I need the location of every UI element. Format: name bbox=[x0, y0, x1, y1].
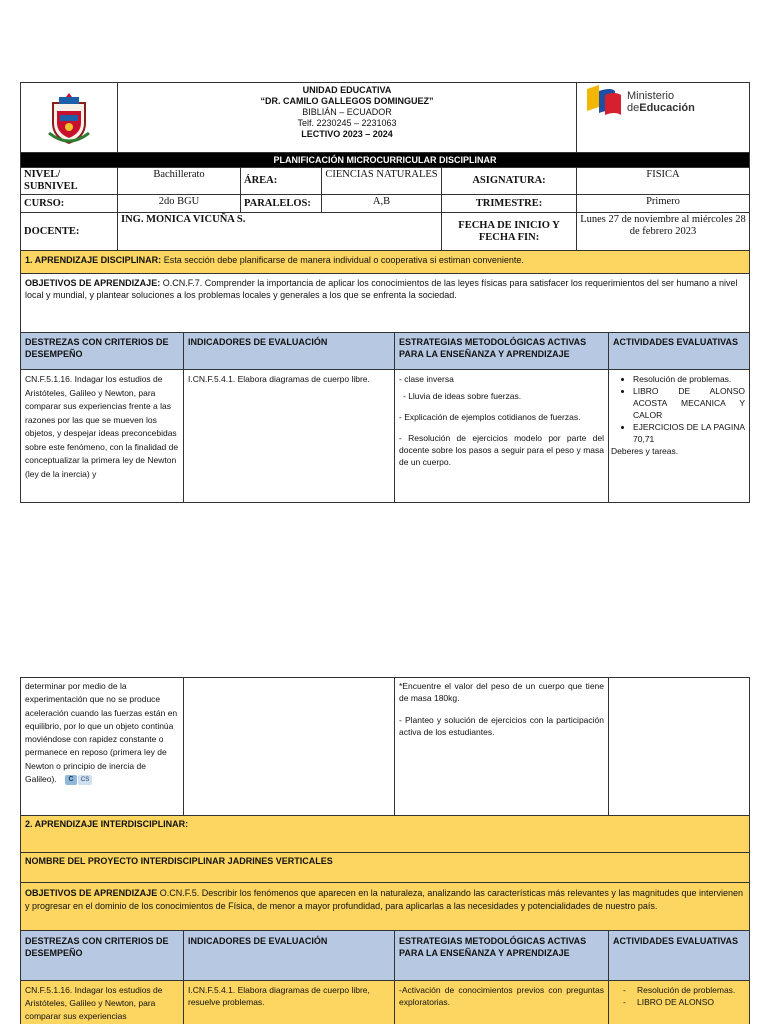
section1-heading: 1. APRENDIZAJE DISCIPLINAR: bbox=[25, 255, 162, 265]
section2-objectives-label: OBJETIVOS DE APRENDIZAJE bbox=[25, 888, 158, 898]
row1-indicador: I.CN.F.5.4.1. Elabora diagramas de cuerpo libre. bbox=[184, 370, 395, 503]
header-table bbox=[20, 82, 750, 251]
row1-estrategia-3: - Explicación de ejemplos cotidianos de fuerzas. bbox=[399, 412, 581, 422]
area-value: CIENCIAS NATURALES bbox=[322, 168, 442, 195]
row1-actividad-3: • EJERCICIOS DE LA PAGINA 70,71 bbox=[633, 421, 745, 445]
ministry-name-prefix: de bbox=[627, 102, 640, 114]
row1-cont-estrategia-2: - Planteo y solución de ejercicios con la participación activa de los estudiantes. bbox=[399, 715, 604, 737]
row2-destreza: CN.F.5.1.16. Indagar los estudios de Aristóteles, Galileo y Newton, para comparar sus experiencias bbox=[21, 981, 184, 1024]
col2-estrategias-header: ESTRATEGIAS METODOLÓGICAS ACTIVAS PARA LA ENSEÑANZA Y APRENDIZAJE bbox=[395, 931, 609, 981]
row1-estrategias bbox=[395, 370, 609, 503]
docente-label: DOCENTE: bbox=[21, 213, 118, 251]
cs-badge: CS bbox=[78, 775, 92, 785]
row1-estrategia-2: - Lluvia de ideas sobre fuerzas. bbox=[403, 391, 522, 401]
row2-actividades bbox=[609, 981, 750, 1024]
c-badge: C bbox=[65, 775, 77, 785]
ministry-flag-icon bbox=[585, 85, 623, 119]
area-label: ÁREA: bbox=[241, 168, 322, 195]
row1-cont-indicador bbox=[184, 678, 395, 816]
row1-actividad-extra: Deberes y tareas. bbox=[611, 446, 679, 456]
row1-actividades bbox=[609, 370, 750, 503]
section1-heading-cell bbox=[21, 251, 750, 274]
section1-objectives-label: OBJETIVOS DE APRENDIZAJE: bbox=[25, 278, 161, 288]
row2-actividad-2: - LIBRO DE ALONSO bbox=[625, 996, 745, 1008]
row1-actividad-1: • Resolución de problemas. bbox=[633, 373, 745, 385]
plan-title: PLANIFICACIÓN MICROCURRICULAR DISCIPLINAR bbox=[21, 153, 750, 168]
section2-heading: 2. APRENDIZAJE INTERDISCIPLINAR: bbox=[21, 816, 750, 853]
col-estrategias-header: ESTRATEGIAS METODOLÓGICAS ACTIVAS PARA LA ENSEÑANZA Y APRENDIZAJE bbox=[395, 333, 609, 370]
trimestre-label: TRIMESTRE: bbox=[442, 195, 577, 213]
ministry-name-line1: Ministerio bbox=[627, 90, 675, 102]
ministry-logo-cell bbox=[577, 83, 750, 153]
paralelos-value: A,B bbox=[322, 195, 442, 213]
row1-cont-actividades bbox=[609, 678, 750, 816]
section1-note: Esta sección debe planificarse de manera individual o cooperativa si estiman conveniente. bbox=[163, 255, 524, 265]
school-logo-cell bbox=[21, 83, 118, 153]
col2-indicadores-header: INDICADORES DE EVALUACIÓN bbox=[184, 931, 395, 981]
section2-project: NOMBRE DEL PROYECTO INTERDISCIPLINAR JADRINES VERTICALES bbox=[21, 853, 750, 883]
school-location: BIBLIÁN – ECUADOR bbox=[302, 107, 392, 117]
c-cs-icon bbox=[65, 775, 92, 785]
row1-cont-destreza bbox=[21, 678, 184, 816]
col2-actividades-header: ACTIVIDADES EVALUATIVAS bbox=[609, 931, 750, 981]
school-phone: Telf. 2230245 – 2231063 bbox=[297, 118, 397, 128]
curso-value: 2do BGU bbox=[118, 195, 241, 213]
row2-indicador: I.CN.F.5.4.1. Elabora diagramas de cuerpo libre, resuelve problemas. bbox=[184, 981, 395, 1024]
row1-estrategia-4: - Resolución de ejercicios modelo por parte del docente sobre los pasos a seguir para el peso y masa de un cuerpo. bbox=[399, 433, 604, 467]
section2-objectives bbox=[21, 883, 750, 931]
section1-objectives-text: O.CN.F.7. Comprender la importancia de aplicar los conocimientos de las leyes físicas para satisfacer los requerimientos del ser humano a nivel local y mundial, y plantear soluciones a los problemas locales y generales a los que se enfrenta la sociedad. bbox=[25, 278, 738, 300]
docente-value: ING. MONICA VICUÑA S. bbox=[118, 213, 442, 251]
school-info-cell bbox=[118, 83, 577, 153]
row1-destreza: CN.F.5.1.16. Indagar los estudios de Aristóteles, Galileo y Newton, para comparar sus experiencias frente a las razones por las que se mueven los objetos, y despejar ideas preconcebidas sobre este fenómeno, con la finalidad de conceptualizar la primera ley de Newton (ley de la inercia) y bbox=[21, 370, 184, 503]
row2-actividad-1: - Resolución de problemas. bbox=[625, 984, 745, 996]
school-type: UNIDAD EDUCATIVA bbox=[302, 85, 392, 95]
section1-objectives bbox=[21, 274, 750, 333]
col2-destrezas-header: DESTREZAS CON CRITERIOS DE DESEMPEÑO bbox=[21, 931, 184, 981]
ministry-logo bbox=[577, 83, 749, 121]
row1-cont-estrategias bbox=[395, 678, 609, 816]
row1-actividad-2: • LIBRO DE ALONSO ACOSTA MECANICA Y CALOR bbox=[633, 385, 745, 421]
row1-estrategia-1: - clase inversa bbox=[399, 374, 454, 384]
row1-cont-estrategia-1: *Encuentre el valor del peso de un cuerpo que tiene de masa 180kg. bbox=[399, 681, 604, 703]
section2-objectives-text: O.CN.F.5. Describir los fenómenos que aparecen en la naturaleza, analizando las características más relevantes y las magnitudes que intervienen y progresar en el dominio de los conocimientos de Física, de menor a mayor profundidad, para aplicarlas a las necesidades y potencialidades de nuestro país. bbox=[25, 888, 744, 911]
paralelos-label: PARALELOS: bbox=[241, 195, 322, 213]
col-actividades-header: ACTIVIDADES EVALUATIVAS bbox=[609, 333, 750, 370]
section-continuation-table bbox=[20, 677, 750, 1024]
school-name: “DR. CAMILO GALLEGOS DOMINGUEZ” bbox=[260, 96, 434, 106]
row1-cont-destreza-text: determinar por medio de la experimentación que no se produce aceleración cuando las fuerzas están en equilibrio, por lo que un objeto continúa moviéndose con rapidez constante o permanece en reposo (primera ley de Newton o principio de inercia de Galileo). bbox=[25, 681, 178, 785]
fecha-label: FECHA DE INICIO Y FECHA FIN: bbox=[442, 213, 577, 251]
planning-page-1 bbox=[20, 82, 749, 503]
col-destrezas-header: DESTREZAS CON CRITERIOS DE DESEMPEÑO bbox=[21, 333, 184, 370]
row2-estrategias: -Activación de conocimientos previos con preguntas exploratorias. bbox=[395, 981, 609, 1024]
section1-table bbox=[20, 250, 750, 503]
school-crest-icon bbox=[47, 93, 91, 147]
col-indicadores-header: INDICADORES DE EVALUACIÓN bbox=[184, 333, 395, 370]
asignatura-label: ASIGNATURA: bbox=[442, 168, 577, 195]
ministry-name-bold: Educación bbox=[639, 102, 695, 114]
trimestre-value: Primero bbox=[577, 195, 750, 213]
nivel-value: Bachillerato bbox=[118, 168, 241, 195]
asignatura-value: FISICA bbox=[577, 168, 750, 195]
curso-label: CURSO: bbox=[21, 195, 118, 213]
planning-page-2 bbox=[20, 677, 749, 1024]
fecha-value: Lunes 27 de noviembre al miércoles 28 de febrero 2023 bbox=[577, 213, 750, 251]
nivel-label: NIVEL/ SUBNIVEL bbox=[21, 168, 118, 195]
school-year: LECTIVO 2023 – 2024 bbox=[301, 129, 393, 139]
